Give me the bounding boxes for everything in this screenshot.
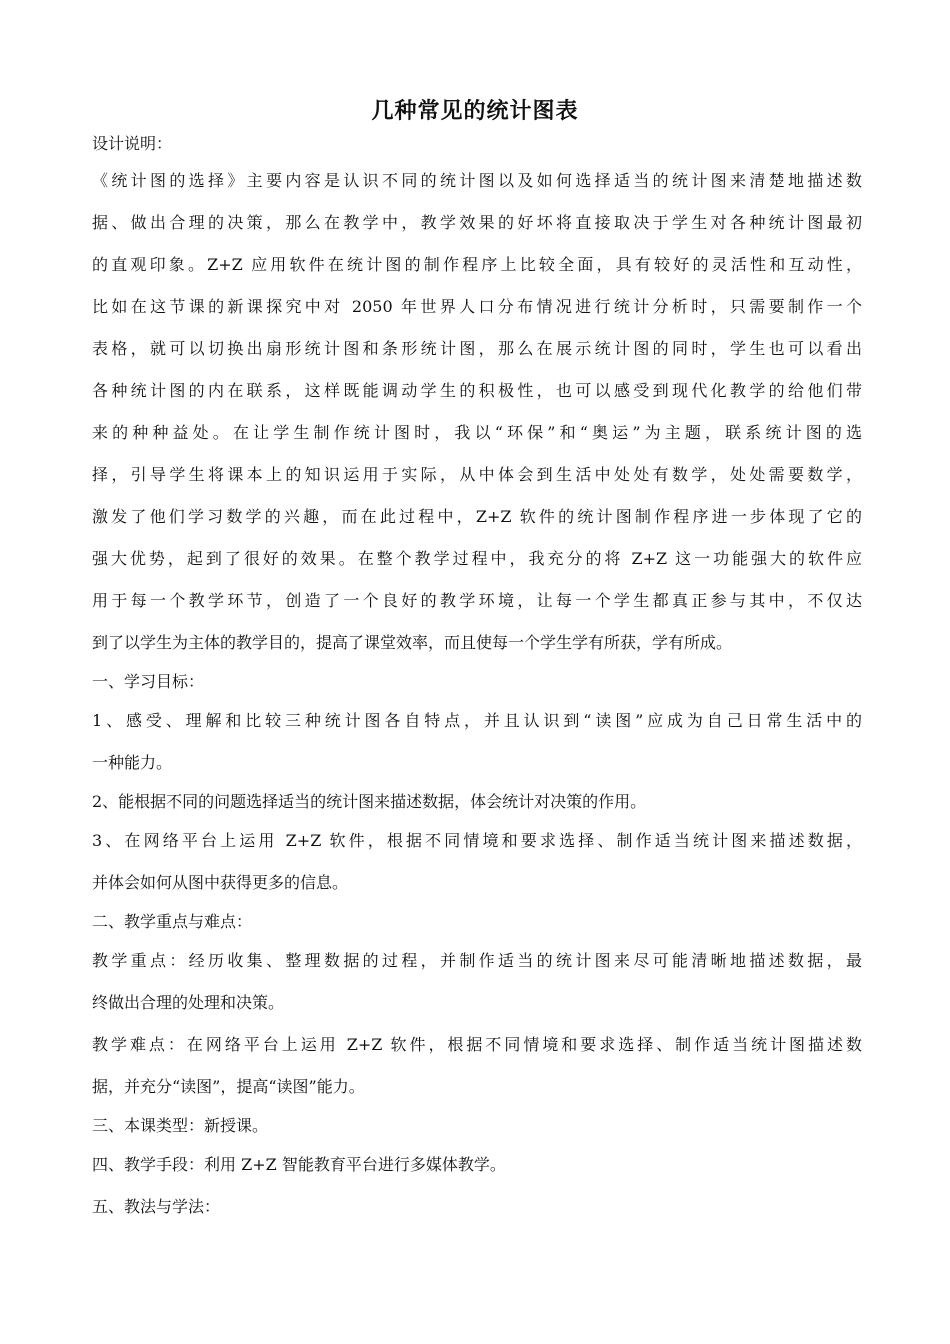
paragraph-line: 的直观印象。Z+Z 应用软件在统计图的制作程序上比较全面，具有较好的灵活性和互动性， [92, 255, 862, 274]
paragraph-line: 到了以学生为主体的教学目的，提高了课堂效率，而且使每一个学生学有所获，学有所成。 [92, 633, 733, 652]
section-heading-key-points: 二、教学重点与难点： [92, 912, 253, 931]
paragraph-line: 来的种种益处。在让学生制作统计图时，我以“环保”和“奥运”为主题，联系统计图的选 [92, 423, 862, 442]
document-title: 几种常见的统计图表 [371, 99, 579, 124]
difficulty-line: 教学难点：在网络平台上运用 Z+Z 软件，根据不同情境和要求选择、制作适当统计图描述数 [92, 1035, 862, 1054]
paragraph-line: 用于每一个教学环节，创造了一个良好的教学环境，让每一个学生都真正参与其中，不仅达 [92, 591, 862, 610]
key-point-line: 终做出合理的处理和决策。 [92, 993, 285, 1012]
difficulty [92, 1024, 862, 1108]
goal-1 [92, 700, 862, 784]
paragraph-line: 比如在这节课的新课探究中对 2050 年世界人口分布情况进行统计分析时，只需要制作一个 [92, 297, 862, 316]
section-heading-goals: 一、学习目标： [92, 672, 205, 691]
goal-line: 1、感受、理解和比较三种统计图各自特点，并且认识到“读图”应成为自己日常生活中的 [92, 711, 862, 730]
paragraph-line: 据、做出合理的决策，那么在教学中，教学效果的好坏将直接取决于学生对各种统计图最初 [92, 213, 862, 232]
goal-line: 并体会如何从图中获得更多的信息。 [92, 873, 349, 892]
key-point [92, 940, 862, 1024]
section-lesson-type: 三、本课类型：新授课。 [92, 1116, 269, 1135]
key-point-line: 教学重点：经历收集、整理数据的过程，并制作适当的统计图来尽可能清晰地描述数据，最 [92, 951, 862, 970]
paragraph-line: 激发了他们学习数学的兴趣，而在此过程中，Z+Z 软件的统计图制作程序进一步体现了它的 [92, 507, 862, 526]
goal-line: 3、在网络平台上运用 Z+Z 软件，根据不同情境和要求选择、制作适当统计图来描述数据， [92, 831, 862, 850]
section-teaching-means: 四、教学手段：利用 Z+Z 智能教育平台进行多媒体教学。 [92, 1155, 506, 1174]
difficulty-line: 据，并充分“读图”，提高“读图”能力。 [92, 1077, 365, 1096]
section-heading-methods: 五、教法与学法： [92, 1197, 221, 1216]
paragraph-line: 《统计图的选择》主要内容是认识不同的统计图以及如何选择适当的统计图来清楚地描述数 [92, 171, 862, 190]
goal-line: 一种能力。 [92, 753, 173, 772]
design-note-heading: 设计说明： [92, 134, 173, 153]
paragraph-line: 择，引导学生将课本上的知识运用于实际，从中体会到生活中处处有数学，处处需要数学， [92, 465, 862, 484]
document-body [92, 128, 862, 1228]
paragraph-line: 表格，就可以切换出扇形统计图和条形统计图，那么在展示统计图的同时，学生也可以看出 [92, 339, 862, 358]
goal-2: 2、能根据不同的问题选择适当的统计图来描述数据，体会统计对决策的作用。 [92, 792, 647, 811]
design-note-paragraph [92, 160, 862, 664]
goal-3 [92, 820, 862, 904]
paragraph-line: 强大优势，起到了很好的效果。在整个教学过程中，我充分的将 Z+Z 这一功能强大的软件应 [92, 549, 862, 568]
paragraph-line: 各种统计图的内在联系，这样既能调动学生的积极性，也可以感受到现代化教学的给他们带 [92, 381, 862, 400]
